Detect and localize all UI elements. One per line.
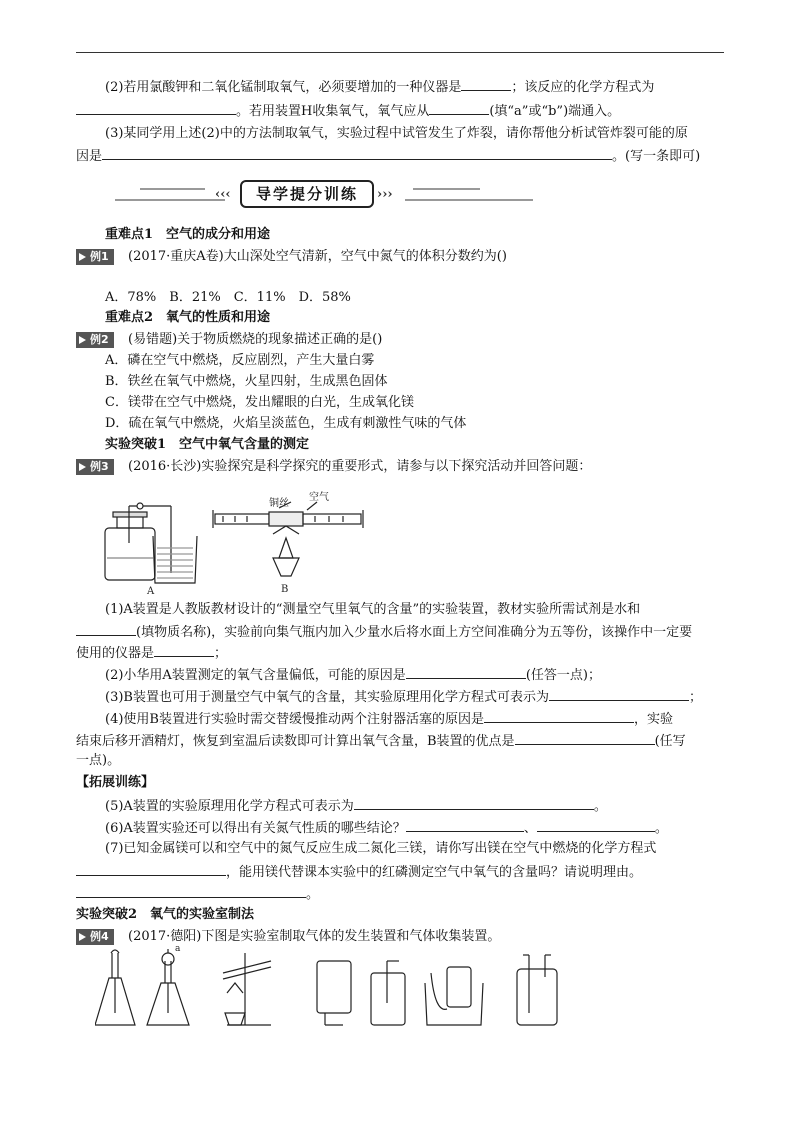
q3-line2 (76, 146, 700, 166)
fig-label-a-tube: a (175, 944, 181, 954)
blank[interactable] (515, 731, 655, 745)
blank[interactable] (76, 884, 306, 898)
text: 。 (306, 887, 320, 902)
text: (5)A装置的实验原理用化学方程式可表示为 (105, 799, 354, 814)
text: (填“a”或“b”)端通入。 (489, 104, 621, 119)
example-3-question: (2016·长沙)实验探究是科学探究的重要形式，请参与以下探究活动并回答问题： (128, 459, 592, 474)
q3-line1: (3)某同学用上述(2)中的方法制取氧气，实验过程中试管发生了炸裂，请你帮他分析试管炸裂可能的原 (105, 126, 688, 141)
text: 结束后移开酒精灯，恢复到室温后读数即可计算出氧气含量，B装置的优点是 (76, 734, 515, 749)
fig-label-a: A (147, 586, 155, 597)
q2-line1 (105, 77, 654, 97)
s3-q4-line1 (105, 709, 673, 729)
s3-q3 (105, 687, 702, 707)
text: (填物质名称)，实验前向集气瓶内加入少量水后将水面上方空间准确分为五等份，该操作中一定要 (136, 625, 693, 640)
s3-q1-line2 (76, 622, 692, 642)
text: (2)若用氯酸钾和二氧化锰制取氧气，必须要增加的一种仪器是 (105, 80, 462, 95)
section-heading-2: 重难点2 氧气的性质和用途 (105, 310, 271, 325)
s3-q7-line2 (76, 862, 642, 882)
blank[interactable] (76, 862, 226, 876)
text: 。(写一条即可) (612, 149, 701, 164)
blank[interactable] (549, 687, 689, 701)
extension-title: 【拓展训练】 (76, 775, 155, 790)
fig-label-air: 空气 (309, 492, 329, 503)
blank[interactable] (429, 101, 489, 115)
blank[interactable] (537, 818, 655, 832)
svg-text:›››: ››› (377, 187, 393, 202)
text: (6)A装置实验还可以得出有关氮气性质的哪些结论？ (105, 821, 406, 836)
option-c: C．镁带在空气中燃烧，发出耀眼的白光，生成氧化镁 (105, 395, 414, 410)
blank[interactable] (406, 665, 526, 679)
option-a: A．磷在空气中燃烧，反应剧烈，产生大量白雾 (105, 353, 375, 368)
text: 。 (654, 821, 668, 836)
fig-label-b: B (281, 584, 289, 595)
text: 。若用装置H收集氧气，氧气应从 (236, 104, 430, 119)
section-heading-3: 实验突破1 空气中氧气含量的测定 (105, 437, 310, 452)
blank[interactable] (354, 796, 594, 810)
fig-label-copper: 铜丝 (269, 498, 289, 509)
text: (4)使用B装置进行实验时需交替缓慢推动两个注射器活塞的原因是 (105, 712, 484, 727)
blank[interactable] (76, 101, 236, 115)
option-d: D．硫在氧气中燃烧，火焰呈淡蓝色，生成有刺激性气味的气体 (105, 416, 467, 431)
blank[interactable] (154, 643, 214, 657)
blank[interactable] (102, 146, 612, 160)
s3-q6 (105, 818, 668, 838)
section-heading-1: 重难点1 空气的成分和用途 (105, 227, 271, 242)
blank[interactable] (461, 77, 511, 91)
text: (任答一点)； (525, 668, 601, 683)
text: 。 (593, 799, 607, 814)
apparatus-figure-ab (95, 488, 395, 598)
apparatus-figure-gas (95, 943, 595, 1033)
text: (3)B装置也可用于测量空气中氧气的含量，其实验原理用化学方程式可表示为 (105, 690, 549, 705)
text: (任写 (654, 734, 686, 749)
text: ； (214, 646, 228, 661)
header-rule (76, 52, 724, 53)
s3-q7-line3 (76, 884, 319, 904)
text: ，能用镁代替课本实验中的红磷测定空气中氧气的含量吗？请说明理由。 (226, 865, 643, 880)
s3-q7-line1: (7)已知金属镁可以和空气中的氮气反应生成二氮化三镁，请你写出镁在空气中燃烧的化学方程式 (105, 841, 657, 856)
example-1-options: A．78% B．21% C．11% D．58% (105, 290, 351, 305)
q2-line2 (76, 101, 620, 121)
blank[interactable] (76, 622, 136, 636)
example-1-question: (2017·重庆A卷)大山深处空气清新，空气中氮气的体积分数约为() (128, 249, 507, 264)
text: ；该反应的化学方程式为 (511, 80, 655, 95)
blank[interactable] (406, 818, 524, 832)
svg-text:‹‹‹: ‹‹‹ (215, 187, 231, 202)
s3-q4-line3: 一点)。 (76, 753, 121, 768)
text: 、 (523, 821, 537, 836)
example-tag-4: 例4 (76, 929, 114, 945)
s3-q1-line1: (1)A装置是人教版教材设计的“测量空气里氧气的含量”的实验装置，教材实验所需试剂是水和 (105, 602, 641, 617)
text: 使用的仪器是 (76, 646, 155, 661)
s3-q5 (105, 796, 607, 816)
text: ； (688, 690, 702, 705)
blank[interactable] (484, 709, 634, 723)
example-tag-3: 例3 (76, 459, 114, 475)
s3-q2 (105, 665, 601, 685)
s3-q1-line3 (76, 643, 227, 663)
example-tag-1: 例1 (76, 249, 114, 265)
example-tag-2: 例2 (76, 332, 114, 348)
text: ，实验 (633, 712, 673, 727)
example-4-question: (2017·德阳)下图是实验室制取气体的发生装置和气体收集装置。 (128, 929, 501, 944)
example-2-question: (易错题)关于物质燃烧的现象描述正确的是() (128, 332, 383, 347)
section-heading-4: 实验突破2 氧气的实验室制法 (76, 907, 255, 922)
text: (2)小华用A装置测定的氧气含量偏低，可能的原因是 (105, 668, 406, 683)
banner-title: 导学提分训练 (240, 180, 374, 208)
text: 因是 (76, 149, 103, 164)
s3-q4-line2 (76, 731, 686, 751)
option-b: B．铁丝在氧气中燃烧，火星四射，生成黑色固体 (105, 374, 388, 389)
